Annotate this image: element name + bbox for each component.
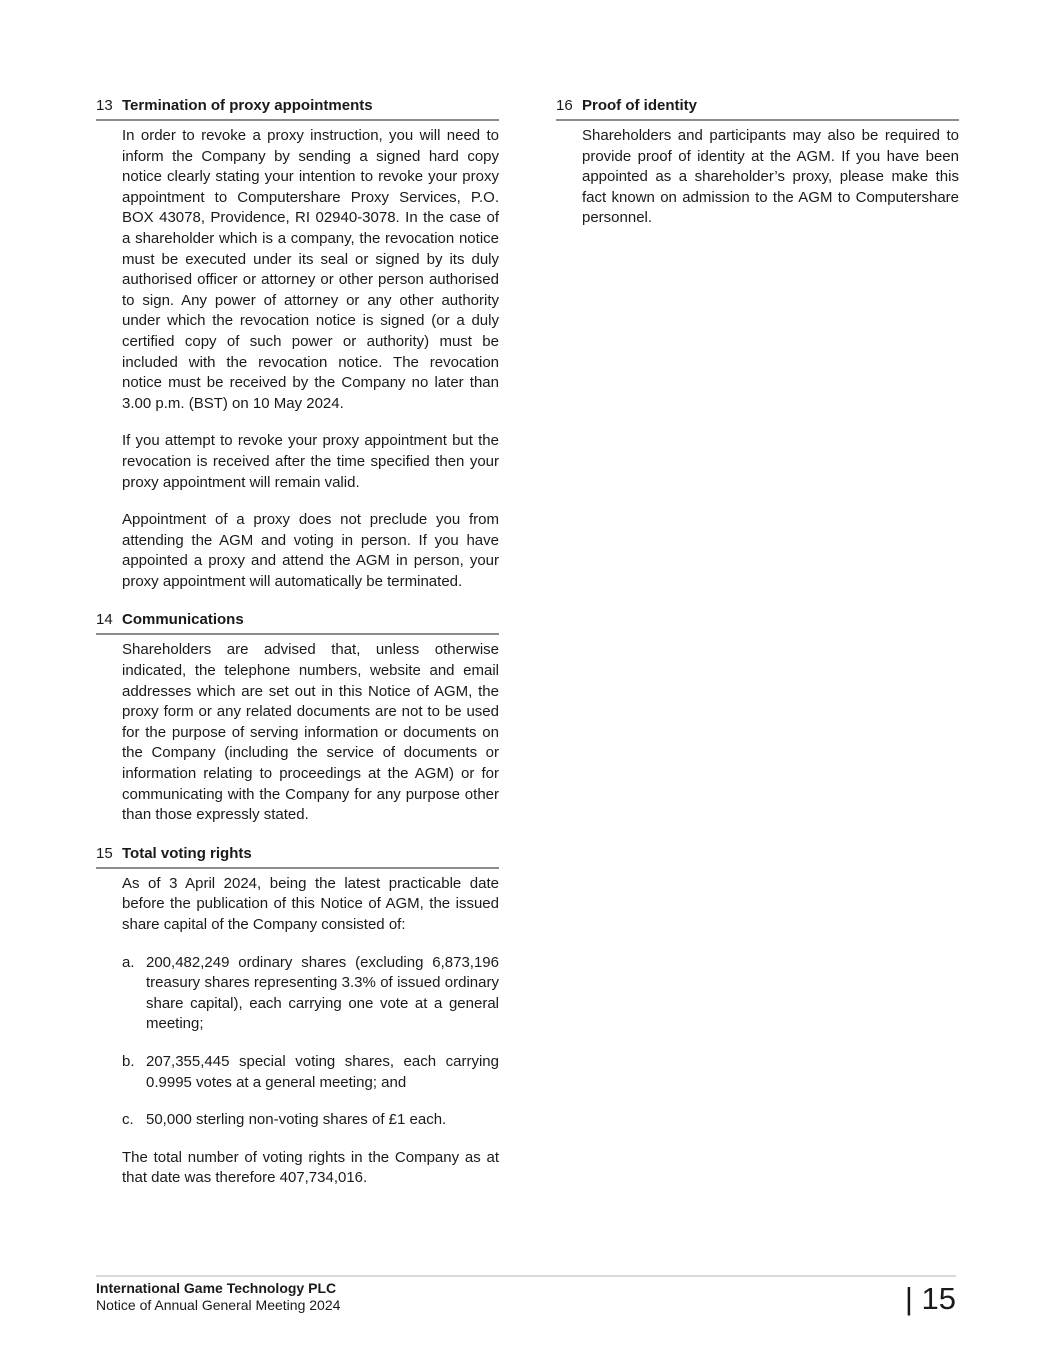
section-title: Termination of proxy appointments <box>122 97 373 114</box>
list-marker: c. <box>122 1111 134 1129</box>
section-number: 13 <box>96 97 113 114</box>
paragraph: As of 3 April 2024, being the latest practicable date before the publication of this Notice of AGM, the issued share capital of the Company consisted of: <box>122 874 499 933</box>
list-item-text: 50,000 sterling non-voting shares of £1 each. <box>146 1111 447 1129</box>
section-body <box>96 874 499 1189</box>
list-item <box>122 953 499 1035</box>
paragraph: If you attempt to revoke your proxy appointment but the revocation is received after the time specified then your proxy appointment will remain valid. <box>122 432 499 491</box>
list-item-text: 207,355,445 special voting shares, each carrying 0.9995 votes at a general meeting; and <box>146 1052 499 1091</box>
list-item <box>122 1052 499 1093</box>
list-item-text: 200,482,249 ordinary shares (excluding 6,873,196 treasury shares representing 3.3% of issued ordinary share capital), each carrying one vote at a general meeting; <box>146 953 499 1033</box>
footer-document-title: Notice of Annual General Meeting 2024 <box>96 1297 341 1313</box>
section-13 <box>96 96 499 592</box>
paragraph: The total number of voting rights in the Company as at that date was therefore 407,734,016. <box>122 1148 499 1187</box>
section-title: Proof of identity <box>582 97 697 114</box>
section-body <box>96 640 499 825</box>
list-marker: a. <box>122 953 135 971</box>
left-column <box>96 96 499 1189</box>
section-heading <box>96 844 499 869</box>
paragraph: Shareholders are advised that, unless otherwise indicated, the telephone numbers, website and email addresses which are set out in this Notice of AGM, the proxy form or any related documents are not to be used for the purpose of serving information or documents on the Company (including the service of documents or information relating to proceedings at the AGM) or for communicating with the Company for any purpose other than those expressly stated. <box>122 641 499 824</box>
paragraph: Shareholders and participants may also be required to provide proof of identity at the AGM. If you have been appointed as a shareholder’s proxy, please make this fact known on admission to the AGM to Computershare personnel. <box>582 127 959 227</box>
section-body <box>556 126 959 229</box>
section-heading <box>96 96 499 121</box>
section-number: 16 <box>556 97 573 114</box>
section-title: Communications <box>122 611 244 629</box>
section-heading <box>96 610 499 635</box>
section-number: 14 <box>96 611 113 629</box>
section-title: Total voting rights <box>122 844 252 862</box>
section-number: 15 <box>96 844 113 862</box>
section-14 <box>96 610 499 825</box>
footer-company: International Game Technology PLC <box>96 1280 337 1296</box>
list-item <box>122 1110 499 1131</box>
page-footer <box>96 1275 956 1314</box>
paragraph: Appointment of a proxy does not preclude you from attending the AGM and voting in person. If you have appointed a proxy and attend the AGM in person, your proxy appointment will automatically be terminated. <box>122 511 499 590</box>
section-16 <box>556 96 959 229</box>
section-heading <box>556 96 959 121</box>
list-marker: b. <box>122 1052 135 1070</box>
section-body <box>96 126 499 592</box>
paragraph: In order to revoke a proxy instruction, you will need to inform the Company by sending a signed hard copy notice clearly stating your intention to revoke your proxy appointment to Computershare Proxy Services, P.O. BOX 43078, Providence, RI 02940-3078. In the case of a shareholder which is a company, the revocation notice must be executed under its seal or signed by its duly authorised officer or attorney or other person authorised to sign. Any power of attorney or any other authority under which the revocation notice is signed (or a duly certified copy of such power or authority) must be included with the revocation notice. The revocation notice must be received by the Company no later than 3.00 p.m. (BST) on 10 May 2024. <box>122 127 499 412</box>
right-column <box>556 96 959 229</box>
section-15 <box>96 844 499 1189</box>
page-number: | 15 <box>904 1281 956 1316</box>
